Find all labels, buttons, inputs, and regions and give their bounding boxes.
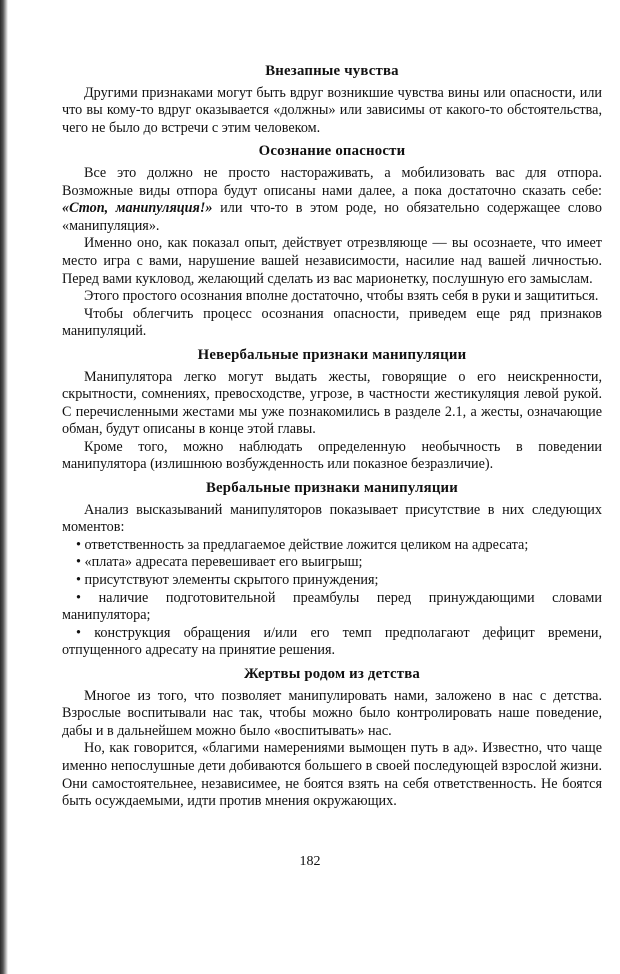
list-item: • наличие подготовительной преамбулы перед принуждающими словами манипулятора;	[62, 589, 602, 624]
paragraph: Анализ высказываний манипуляторов показывает присутствие в них следующих моментов:	[62, 501, 602, 536]
scan-edge-shadow	[0, 0, 8, 974]
paragraph-text: Все это должно не просто настораживать, а мобилизовать вас для отпора. Возможные виды отпора будут описаны нами далее, а пока достаточно сказать себе:	[62, 164, 602, 199]
section-verbal-signs	[62, 480, 602, 660]
paragraph	[62, 165, 602, 235]
section-sudden-feelings	[62, 63, 602, 137]
section-heading: Жертвы родом из детства	[243, 666, 421, 682]
list-item: • ответственность за предлагаемое действие ложится целиком на адресата;	[76, 536, 529, 553]
stop-phrase: «Стоп, манипуляция!»	[62, 200, 213, 217]
section-heading: Невербальные признаки манипуляции	[197, 346, 467, 363]
section-heading: Внезапные чувства	[265, 63, 399, 79]
section-childhood-victims	[62, 666, 602, 811]
paragraph: Другими признаками могут быть вдруг возникшие чувства вины или опасности, или что вы кому-то вдруг оказывается «должны» или зависимы от какого-то обстоятельства, чего не было до встречи с этим человеком.	[62, 84, 602, 136]
list-item: • «плата» адресата перевешивает его выигрыш;	[76, 554, 363, 571]
page-number: 182	[299, 854, 321, 869]
section-nonverbal-signs	[62, 347, 602, 474]
paragraph: Именно оно, как показал опыт, действует отрезвляюще — вы осознаете, что имеет место игра с вами, нарушение вашей независимости, насилие над вашей личностью. Перед вами кукловод, желающий сделать из вас марионетку, послушную его замыслам.	[62, 235, 602, 287]
paragraph: Этого простого осознания вполне достаточно, чтобы взять себя в руки и защититься.	[84, 288, 599, 305]
paragraph: Чтобы облегчить процесс осознания опасности, приведем еще ряд признаков манипуляций.	[62, 305, 602, 340]
list-item: • конструкция обращения и/или его темп предполагают дефицит времени, отпущенного адресату на принятие решения.	[62, 624, 602, 659]
section-danger-awareness	[62, 143, 602, 341]
paragraph-text: или что-то в этом роде, но обязательно содержащее слово «манипуляция».	[62, 200, 602, 234]
section-heading: Вербальные признаки манипуляции	[205, 480, 459, 497]
section-heading: Осознание опасности	[258, 143, 406, 160]
paragraph: Манипулятора легко могут выдать жесты, говорящие о его неискренности, скрытности, сомнениях, превосходстве, угрозе, в частности жестикуляция левой рукой. С перечисленными жестами мы уже познакомились в разделе 2.1, а жесты, означающие обман, будут описаны в конце этой главы.	[62, 368, 602, 438]
paragraph: Кроме того, можно наблюдать определенную необычность в поведении манипулятора (излишнюю возбужденность или показное безразличие).	[62, 438, 602, 473]
list-item: • присутствуют элементы скрытого принуждения;	[76, 572, 379, 589]
paragraph: Многое из того, что позволяет манипулировать нами, заложено в нас с детства. Взрослые воспитывали нас так, чтобы можно было контролировать наше поведение, дабы и в дальнейшем можно было «воспитывать» нас.	[62, 687, 602, 739]
page-body	[62, 63, 602, 811]
paragraph: Но, как говорится, «благими намерениями вымощен путь в ад». Известно, что чаще именно непослушные дети добиваются большего в своей последующей взрослой жизни. Они самостоятельнее, независимее, не боятся взять на себя ответственность. Не боятся быть осуждаемыми, идти против мнения окружающих.	[62, 740, 602, 810]
